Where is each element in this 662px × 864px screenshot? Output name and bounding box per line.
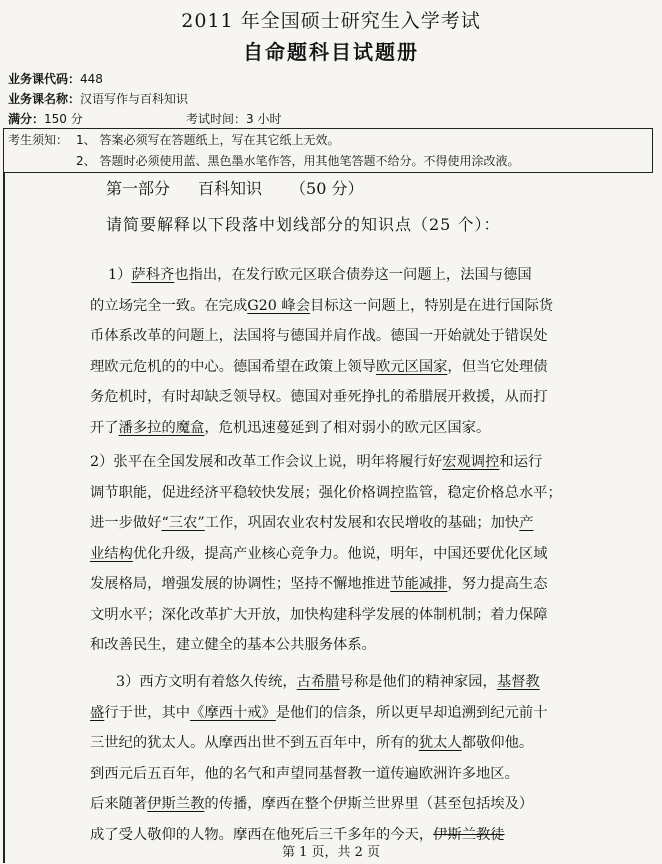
underlined-term: 欧元区国家 — [375, 358, 448, 375]
text-segment: 3）西方文明有着悠久传统， — [116, 674, 297, 690]
text-line — [116, 671, 540, 691]
text-segment: 文明水平；深化改革扩大开放，加快构建科学发展的体制机制；着力保障 — [90, 606, 548, 623]
underlined-term: 古希腊 — [296, 674, 340, 690]
text-segment: 的传播，摩西在整个伊斯兰世界里（甚至包括埃及） — [204, 796, 534, 813]
underlined-term: 业结构 — [90, 545, 133, 562]
underlined-term: 潘多拉的魔盒 — [118, 419, 205, 436]
text-line — [90, 763, 519, 783]
text-segment: 务危机时，有时却缺乏领导权。德国对垂死挣扎的希腊展开救援，从而打 — [90, 389, 548, 405]
text-line — [90, 451, 542, 471]
exam-time-value: 3 小时 — [246, 112, 282, 126]
text-segment: 成了受人敬仰的人物。摩西在他死后三千多年的今天， — [90, 827, 434, 843]
text-segment: 优化升级，提高产业核心竞争力。他说，明年，中国还要优化区域 — [132, 545, 548, 562]
text-segment: 是他们的信条，所以更早却追溯到纪元前十 — [275, 704, 548, 721]
full-score-label: 满分： — [8, 112, 45, 126]
text-segment: 和运行 — [499, 454, 543, 470]
full-score-value: 150 分 — [44, 112, 83, 126]
section-points: （50 分） — [290, 179, 364, 198]
section-prompt: 请简要解释以下段落中划线部分的知识点（25 个）： — [106, 215, 501, 234]
text-line — [90, 793, 533, 813]
subject-name-label: 业务课名称： — [8, 92, 81, 106]
underlined-term: G20 峰会 — [247, 297, 311, 314]
text-line — [90, 386, 548, 406]
text-line — [90, 573, 548, 593]
text-segment: ，努力提高生态 — [447, 576, 548, 592]
text-segment: 2）张平在全国发展和改革工作会议上说，明年将履行好 — [90, 454, 443, 470]
subject-name — [8, 90, 188, 107]
underlined-term: 犹太人 — [418, 735, 462, 752]
text-segment: ，但当它处理债 — [447, 358, 548, 375]
page-number: 第 1 页，共 2 页 — [281, 845, 381, 860]
notice-label: 考生须知： — [8, 133, 69, 147]
text-segment: 目标这一问题上，特别是在进行国际货 — [310, 297, 554, 314]
text-line — [90, 482, 562, 502]
text-segment: 1） — [108, 267, 132, 283]
full-score — [8, 110, 83, 127]
text-segment: ，危机迅速蔓延到了相对弱小的欧元区国家。 — [204, 419, 491, 436]
text-line — [90, 732, 533, 752]
text-line — [90, 604, 548, 624]
text-segment: 开了 — [90, 419, 119, 436]
underlined-term: 产 — [519, 515, 534, 531]
page-border-left — [3, 173, 5, 863]
text-segment: 号称是他们的精神家园， — [339, 674, 497, 690]
underlined-term: 萨科齐 — [131, 267, 175, 283]
notice-item-1: 1、 答案必须写在答题纸上，写在其它纸上无效。 — [76, 133, 340, 147]
subject-code-value: 448 — [80, 72, 103, 86]
underlined-term: 基督教 — [496, 674, 540, 690]
exam-title: 2011 年全国硕士研究生入学考试 — [181, 10, 481, 32]
underlined-term: 节能减排 — [390, 576, 448, 592]
underlined-term: 《摩西十戒》 — [190, 704, 276, 721]
text-segment: 也指出，在发行欧元区联合债券这一问题上，法国与德国 — [174, 267, 532, 283]
section-part: 第一部分 — [106, 179, 171, 198]
text-segment: 理欧元危机的的中心。德国希望在政策上领导 — [90, 358, 376, 375]
text-segment: 三世纪的犹太人。从摩西出世不到五百年中，所有的 — [90, 735, 419, 752]
text-segment: 的立场完全一致。在完成 — [90, 297, 248, 314]
text-segment: 行于世，其中 — [104, 704, 191, 721]
text-segment: 币体系改革的问题上，法国将与德国并肩作战。德国一开始就处于错误处 — [90, 328, 548, 344]
text-line — [90, 543, 548, 563]
text-segment: 到西元后五百年，他的名气和声望同基督教一道传遍欧洲许多地区。 — [90, 765, 519, 782]
notice-item-2: 2、 答题时必须使用蓝、黑色墨水笔作答，用其他笔答题不给分。不得使用涂改液。 — [76, 154, 520, 168]
text-line — [90, 356, 548, 376]
text-segment: 都敬仰他。 — [461, 735, 534, 752]
underlined-term: “三农” — [161, 515, 205, 531]
text-segment: 进一步做好 — [90, 515, 162, 531]
exam-time — [186, 110, 281, 127]
underlined-term: 盛 — [90, 704, 105, 721]
exam-subtitle: 自命题科目试题册 — [243, 40, 419, 64]
text-segment: 和改善民生，建立健全的基本公共服务体系。 — [90, 637, 376, 653]
text-line — [90, 295, 553, 315]
subject-code — [8, 70, 103, 87]
text-segment: 调节职能，促进经济平稳较快发展；强化价格调控监管，稳定价格总水平； — [90, 484, 562, 501]
text-line — [108, 264, 532, 284]
text-segment: 工作，巩固农业农村发展和农民增收的基础；加快 — [204, 515, 520, 531]
section-name: 百科知识 — [198, 179, 263, 198]
subject-name-value: 汉语写作与百科知识 — [80, 92, 189, 106]
text-segment: 发展格局，增强发展的协调性；坚持不懈地推进 — [90, 576, 391, 592]
subject-code-label: 业务课代码： — [8, 72, 81, 86]
text-line — [90, 417, 490, 437]
text-line — [90, 512, 534, 532]
text-line — [90, 325, 548, 345]
text-line — [90, 702, 548, 722]
struck-text: 伊斯兰教徒 — [433, 827, 505, 843]
exam-time-label: 考试时间： — [186, 112, 247, 126]
underlined-term: 伊斯兰教 — [147, 796, 205, 813]
underlined-term: 宏观调控 — [442, 454, 500, 470]
text-segment: 后来随著 — [90, 796, 148, 813]
section-heading — [106, 176, 391, 199]
text-line — [90, 634, 376, 654]
